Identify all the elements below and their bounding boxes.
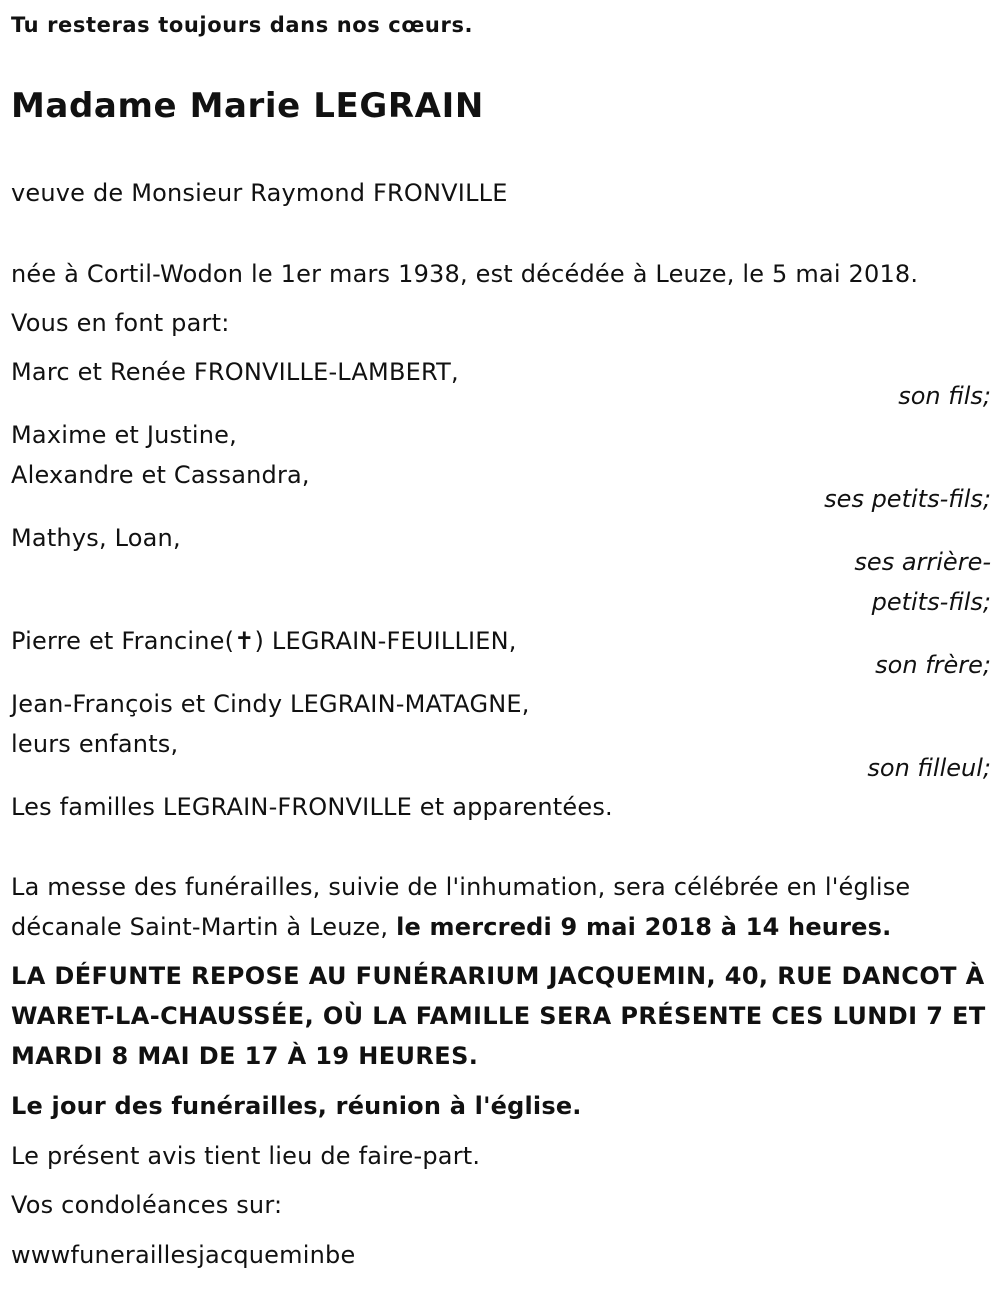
notice-line: Le présent avis tient lieu de faire-part. [11,1142,481,1170]
widow-of-line: veuve de Monsieur Raymond FRONVILLE [11,179,508,207]
condolences-label: Vos condoléances sur: [11,1191,283,1219]
funeral-location: décanale Saint-Martin à Leuze, [11,913,397,941]
repose-line-1: LA DÉFUNTE REPOSE AU FUNÉRARIUM JACQUEMIN, 40, RUE DANCOT À [11,962,985,990]
funeral-line-1: La messe des funérailles, suivie de l'inhumation, sera célébrée en l'église [11,873,911,901]
great-grandsons-relation-2: petits-fils; [871,588,991,616]
godson-line-1: Jean-François et Cindy LEGRAIN-MATAGNE, [11,690,530,718]
brother-names: Pierre et Francine(✝) LEGRAIN-FEUILLIEN, [11,627,517,655]
funeral-line-2 [11,912,891,942]
grandsons-line-2: Alexandre et Cassandra, [11,461,310,489]
announce-intro: Vous en font part: [11,309,230,337]
great-grandsons-relation-1: ses arrière- [854,548,991,576]
meeting-line: Le jour des funérailles, réunion à l'église. [11,1092,582,1120]
great-grandsons-names: Mathys, Loan, [11,524,181,552]
top-message: Tu resteras toujours dans nos cœurs. [11,13,474,37]
website-link[interactable]: wwwfuneraillesjacqueminbe [11,1241,356,1269]
godson-line-2: leurs enfants, [11,730,179,758]
repose-line-2: WARET-LA-CHAUSSÉE, OÙ LA FAMILLE SERA PRÉSENTE CES LUNDI 7 ET [11,1002,986,1030]
birth-death-line: née à Cortil-Wodon le 1er mars 1938, est décédée à Leuze, le 5 mai 2018. [11,260,919,288]
godson-relation: son filleul; [867,754,991,782]
son-names: Marc et Renée FRONVILLE-LAMBERT, [11,358,459,386]
brother-relation: son frère; [875,651,991,679]
grandsons-relation: ses petits-fils; [824,485,991,513]
obituary-notice [11,0,991,1290]
deceased-name: Madame Marie LEGRAIN [11,86,484,126]
son-relation: son fils; [898,382,991,410]
grandsons-line-1: Maxime et Justine, [11,421,237,449]
repose-line-3: MARDI 8 MAI DE 17 À 19 HEURES. [11,1042,479,1070]
families-line: Les familles LEGRAIN-FRONVILLE et apparentées. [11,793,613,821]
funeral-date-time: le mercredi 9 mai 2018 à 14 heures. [396,913,892,941]
